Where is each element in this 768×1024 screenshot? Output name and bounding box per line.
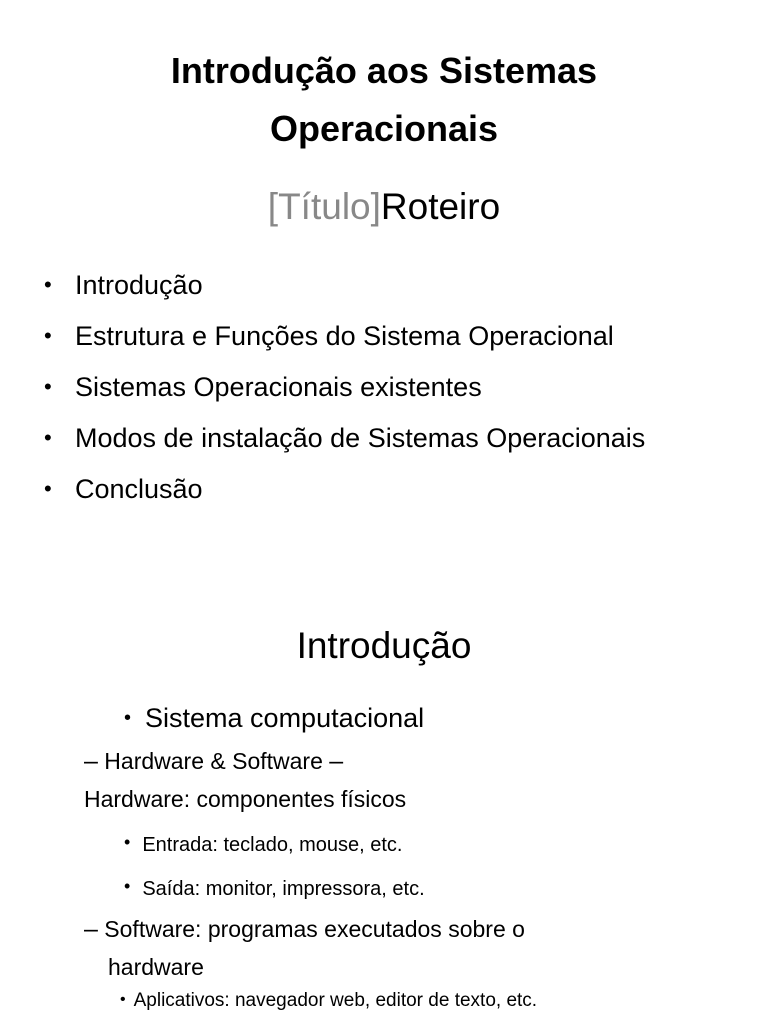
list-item <box>0 262 645 313</box>
slide-heading <box>0 182 768 232</box>
hw-sw-line <box>84 742 406 780</box>
level1-label: Sistema computacional <box>145 703 425 733</box>
software-line-2: hardware <box>108 954 204 980</box>
list-item-label: Conclusão <box>75 474 203 504</box>
list-item <box>0 364 645 415</box>
slide-introducao <box>0 600 768 1024</box>
hw-sw-label: Hardware & Software <box>104 748 323 774</box>
bullet-icon: • <box>44 425 52 450</box>
title-placeholder: [Título] <box>267 186 381 227</box>
outline-list <box>0 262 645 517</box>
list-item-label: Introdução <box>75 270 203 300</box>
heading-text: Roteiro <box>380 186 501 227</box>
software-block <box>84 910 644 986</box>
software-line-1: Software: programas executados sobre o <box>104 916 525 942</box>
list-item <box>124 871 425 904</box>
bullet-icon: • <box>124 707 132 729</box>
bullet-icon: • <box>124 832 131 852</box>
list-item <box>0 415 645 466</box>
slide-title: Introdução <box>296 625 472 666</box>
hardware-definition: Hardware: componentes físicos <box>84 786 407 812</box>
document-title <box>0 42 768 158</box>
document-title-line-2: Operacionais <box>269 108 499 149</box>
list-item-label: Saída: monitor, impressora, etc. <box>142 878 425 900</box>
list-item-label: Modos de instalação de Sistemas Operacionais <box>75 423 646 453</box>
dash-icon: – <box>329 747 344 775</box>
bullet-icon: • <box>44 374 52 399</box>
dash-icon: – <box>84 915 98 943</box>
list-item-label: Sistemas Operacionais existentes <box>75 372 482 402</box>
list-item-label: Entrada: teclado, mouse, etc. <box>142 834 403 856</box>
document-title-line-1: Introdução aos Sistemas <box>170 50 598 91</box>
list-item <box>0 313 645 364</box>
bullet-icon: • <box>44 476 52 501</box>
list-item-label: Aplicativos: navegador web, editor de texto, etc. <box>133 990 538 1011</box>
list-item-label: Estrutura e Funções do Sistema Operacional <box>75 321 614 351</box>
level1-item <box>124 698 424 738</box>
bullet-icon: • <box>44 272 52 297</box>
list-item <box>124 827 402 860</box>
bullet-icon: • <box>120 991 126 1008</box>
list-item <box>0 466 645 517</box>
software-line <box>84 910 644 948</box>
dash-icon: – <box>84 747 98 775</box>
list-item <box>120 985 537 1016</box>
bullet-icon: • <box>124 876 131 896</box>
bullet-icon: • <box>44 323 52 348</box>
hardware-block <box>84 742 406 818</box>
